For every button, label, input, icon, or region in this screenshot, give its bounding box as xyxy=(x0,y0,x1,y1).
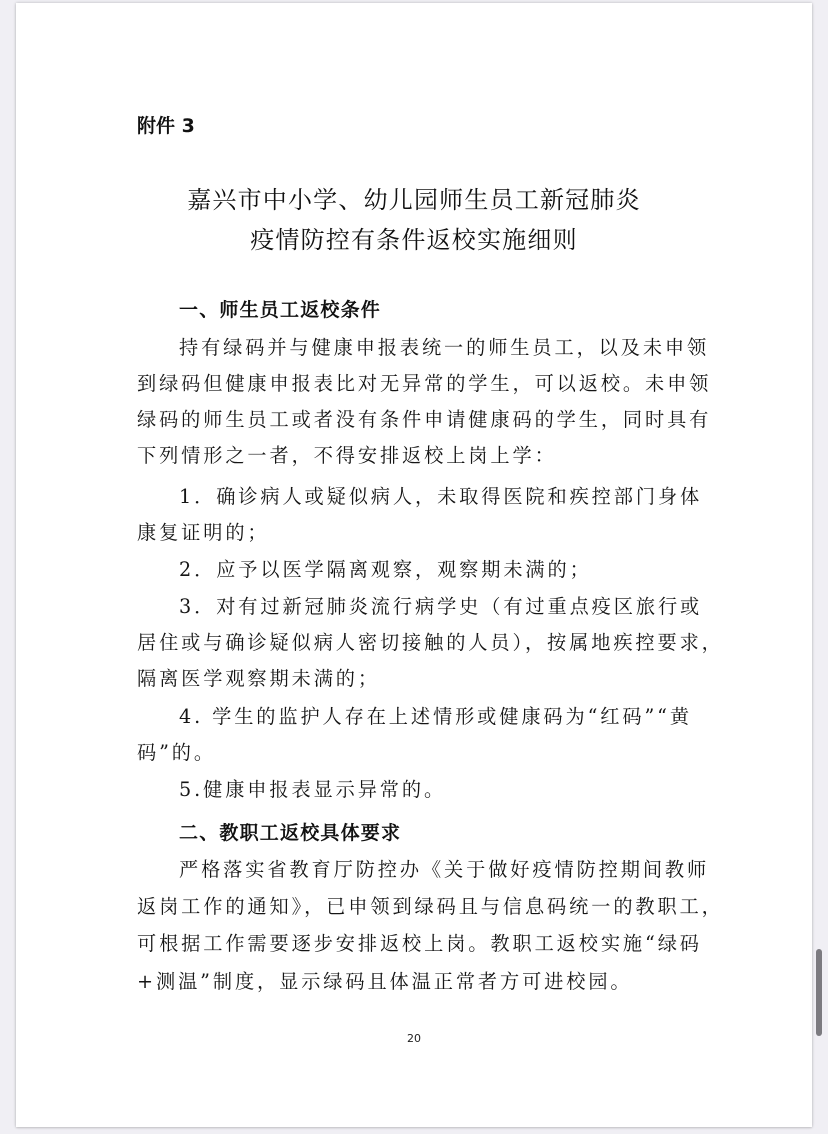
attachment-label: 附件 3 xyxy=(137,115,195,137)
document-page xyxy=(16,3,812,1127)
list-item-3: 3．对有过新冠肺炎流行病学史（有过重点疫区旅行或 xyxy=(179,595,703,618)
paragraph-line: 严格落实省教育厅防控办《关于做好疫情防控期间教师 xyxy=(179,858,710,881)
list-item-3-continued: 隔离医学观察期未满的； xyxy=(137,667,380,690)
list-item-4-continued: 码”的。 xyxy=(137,741,216,764)
document-title-line-1: 嘉兴市中小学、幼儿园师生员工新冠肺炎 xyxy=(187,186,641,214)
list-item-4: 4. 学生的监护人存在上述情形或健康码为“红码”“黄 xyxy=(179,705,692,728)
document-title-line-2: 疫情防控有条件返校实施细则 xyxy=(250,226,578,254)
paragraph-line: 到绿码但健康申报表比对无异常的学生，可以返校。未申领 xyxy=(137,372,712,395)
paragraph-line: 返岗工作的通知》，已申领到绿码且与信息码统一的教职工， xyxy=(137,895,724,918)
section-heading-1: 一、师生员工返校条件 xyxy=(179,299,382,321)
paragraph-line: 可根据工作需要逐步安排返校上岗。教职工返校实施“绿码 xyxy=(137,932,702,955)
page-number: 20 xyxy=(407,1032,421,1045)
paragraph-line: 绿码的师生员工或者没有条件申请健康码的学生，同时具有 xyxy=(137,408,712,431)
paragraph-line: +测温”制度，显示绿码且体温正常者方可进校园。 xyxy=(137,970,633,993)
list-item-1-continued: 康复证明的； xyxy=(137,521,270,544)
paragraph-line: 持有绿码并与健康申报表统一的师生员工，以及未申领 xyxy=(179,336,710,359)
vertical-scrollbar[interactable] xyxy=(816,949,822,1036)
list-item-1: 1．确诊病人或疑似病人，未取得医院和疾控部门身体 xyxy=(179,485,703,508)
list-item-5: 5.健康申报表显示异常的。 xyxy=(179,778,447,801)
section-heading-2: 二、教职工返校具体要求 xyxy=(179,822,402,844)
list-item-2: 2．应予以医学隔离观察，观察期未满的； xyxy=(179,558,592,581)
paragraph-line: 下列情形之一者，不得安排返校上岗上学： xyxy=(137,444,557,467)
list-item-3-continued: 居住或与确诊疑似病人密切接触的人员），按属地疾控要求， xyxy=(137,631,724,654)
